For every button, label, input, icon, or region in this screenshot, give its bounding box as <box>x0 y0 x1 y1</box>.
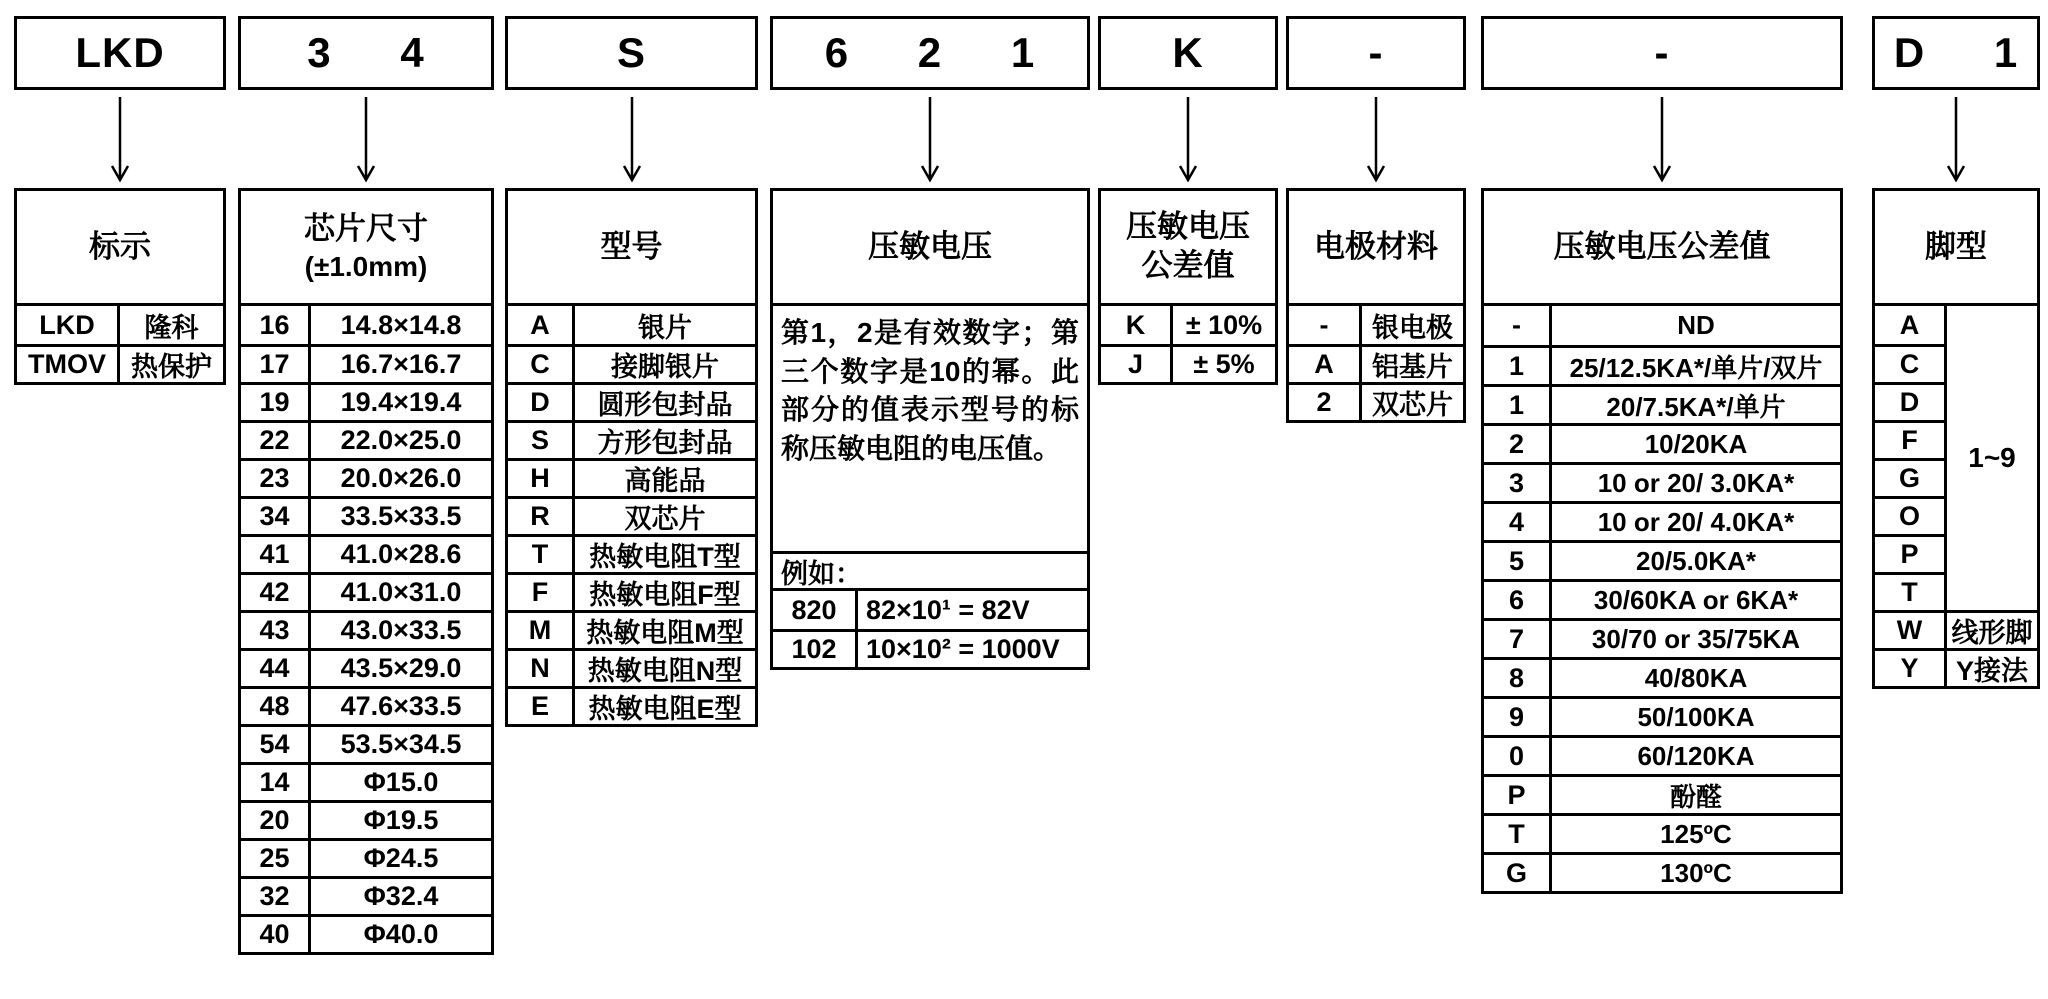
row-code-cell: D <box>1875 382 1944 420</box>
row-desc-cell: 53.5×34.5 <box>340 729 462 759</box>
lead-type-table <box>1872 188 2040 689</box>
table-row <box>241 648 491 686</box>
tolerance-title-line1: 压敏电压 <box>1126 209 1250 245</box>
table-row <box>241 534 491 572</box>
row-desc-cell: 22.0×25.0 <box>340 425 462 455</box>
row-desc-cell: 41.0×31.0 <box>340 577 462 607</box>
row-code-cell: 19 <box>241 385 311 420</box>
down-arrow-icon <box>238 90 494 188</box>
chip-size-tolerance: (±1.0mm) <box>304 250 428 282</box>
row-desc-cell: Φ40.0 <box>363 919 439 949</box>
table-row <box>241 914 491 952</box>
row-code-cell: 8 <box>1484 660 1552 696</box>
code-box-model: S <box>505 16 758 90</box>
electrode-table <box>1286 188 1466 423</box>
row-code-cell: 14 <box>241 765 311 800</box>
row-code-cell: - <box>1289 306 1362 344</box>
voltage-table-header: 压敏电压 <box>773 191 1087 306</box>
table-row <box>1484 657 1840 696</box>
row-desc-cell: 125ºC <box>1660 818 1732 849</box>
row-code-cell: H <box>508 461 575 496</box>
marking-table-body <box>17 306 223 382</box>
row-code-cell: S <box>508 423 575 458</box>
row-code-cell: C <box>508 347 575 382</box>
column-tolerance <box>1098 16 1278 385</box>
row-code-cell: 23 <box>241 461 311 496</box>
row-desc-cell: 20/7.5KA*/单片 <box>1606 391 1786 422</box>
row-desc-cell: 47.6×33.5 <box>340 691 462 721</box>
row-code-cell: A <box>1899 309 1920 340</box>
row-desc-cell: 60/120KA <box>1637 740 1755 771</box>
column-chip-size <box>238 16 494 955</box>
table-row <box>773 629 1087 667</box>
table-row <box>508 306 755 344</box>
row-desc-cell: Φ24.5 <box>363 843 439 873</box>
table-row <box>1289 306 1463 344</box>
row-desc-cell: 10/20KA <box>1644 428 1748 459</box>
row-desc-cell: 130ºC <box>1660 857 1732 888</box>
table-row <box>241 458 491 496</box>
row-code-cell: 0 <box>1484 738 1552 774</box>
table-row <box>1484 345 1840 384</box>
row-desc-cell: 82×10¹ = 82V <box>866 594 1030 625</box>
table-row <box>508 420 755 458</box>
row-code-cell: 2 <box>1289 385 1362 420</box>
row-desc-cell: 高能品 <box>624 466 706 496</box>
column-lead-type <box>1872 16 2040 689</box>
tolerance-table-header <box>1101 191 1275 306</box>
code-box-voltage: 6 2 1 <box>770 16 1090 90</box>
model-table-body <box>508 306 755 724</box>
row-code-cell: TMOV <box>17 347 120 382</box>
table-row <box>508 344 755 382</box>
down-arrow-icon <box>505 90 758 188</box>
table-row <box>241 344 491 382</box>
down-arrow-icon <box>1872 90 2040 188</box>
table-row <box>508 382 755 420</box>
row-code-cell: 48 <box>241 689 311 724</box>
chip-size-table-body <box>241 306 491 952</box>
table-row <box>508 610 755 648</box>
row-code-cell: - <box>1484 306 1552 345</box>
row-desc-cell: 接脚银片 <box>611 352 719 382</box>
row-desc-cell: 10×10² = 1000V <box>866 634 1060 664</box>
model-table <box>505 188 758 727</box>
voltage-example-label: 例如： <box>773 554 1087 591</box>
surge-rating-table-body <box>1484 306 1840 891</box>
down-arrow-icon <box>1286 90 1466 188</box>
voltage-examples-body <box>773 591 1087 667</box>
table-row <box>241 686 491 724</box>
row-code-cell: 54 <box>241 727 311 762</box>
row-desc-cell: 41.0×28.6 <box>340 539 462 569</box>
row-code-cell: 3 <box>1484 465 1552 501</box>
column-voltage <box>770 16 1090 670</box>
row-code-cell: 1 <box>1484 348 1552 384</box>
row-code-cell: 42 <box>241 575 311 610</box>
lead-type-table-header: 脚型 <box>1875 191 2037 306</box>
row-code-cell: 34 <box>241 499 311 534</box>
table-row <box>1484 462 1840 501</box>
row-code-cell: E <box>508 689 575 724</box>
table-row <box>1484 735 1840 774</box>
row-desc-cell: 30/60KA or 6KA* <box>1593 584 1799 615</box>
table-row <box>1484 774 1840 813</box>
down-arrow-icon <box>1098 90 1278 188</box>
code-box-tolerance: K <box>1098 16 1278 90</box>
table-row <box>1484 540 1840 579</box>
row-code-cell: T <box>1875 572 1944 610</box>
row-code-cell: O <box>1875 496 1944 534</box>
row-desc-cell: 10 or 20/ 4.0KA* <box>1597 506 1795 537</box>
row-code-cell: 16 <box>241 306 311 344</box>
row-desc-cell: 20/5.0KA* <box>1636 545 1756 576</box>
row-desc-cell: 10 or 20/ 3.0KA* <box>1597 467 1795 498</box>
table-row <box>1289 382 1463 420</box>
row-desc-cell: 隆科 <box>144 312 199 343</box>
row-desc-cell: Φ15.0 <box>363 767 439 797</box>
table-row <box>241 762 491 800</box>
row-desc-cell: 双芯片 <box>624 504 706 534</box>
row-code-cell: N <box>508 651 575 686</box>
table-row <box>241 306 491 344</box>
row-code-cell: 20 <box>241 803 311 838</box>
row-desc-cell: 热敏电阻T型 <box>589 542 741 572</box>
row-code-cell: C <box>1875 344 1944 382</box>
column-surge-rating <box>1481 16 1843 894</box>
code-box-marking: LKD <box>14 16 226 90</box>
row-code-cell: 22 <box>241 423 311 458</box>
voltage-table <box>770 188 1090 670</box>
lead-type-table-body <box>1875 306 2037 686</box>
row-code-cell: 40 <box>241 917 311 952</box>
row-desc-cell: ± 10% <box>1185 309 1263 340</box>
tolerance-table <box>1098 188 1278 385</box>
row-code-cell: P <box>1484 777 1552 813</box>
marking-table <box>14 188 226 385</box>
row-desc-cell: 19.4×19.4 <box>340 387 462 417</box>
table-row <box>241 610 491 648</box>
row-code-cell: 17 <box>241 347 311 382</box>
row-desc-cell: Φ32.4 <box>363 881 439 911</box>
tolerance-table-body <box>1101 306 1275 382</box>
table-row <box>241 876 491 914</box>
code-box-electrode: - <box>1286 16 1466 90</box>
row-desc-cell: ± 5% <box>1193 349 1255 379</box>
table-row <box>241 800 491 838</box>
row-code-cell: T <box>1484 816 1552 852</box>
electrode-table-header: 电极材料 <box>1289 191 1463 306</box>
row-desc-cell: 热敏电阻E型 <box>588 694 742 724</box>
table-row <box>1484 579 1840 618</box>
row-code-cell: J <box>1101 347 1173 382</box>
row-desc-cell: 50/100KA <box>1637 701 1755 732</box>
chip-size-table <box>238 188 494 955</box>
table-row <box>1484 423 1840 462</box>
row-code-cell: A <box>1289 347 1362 382</box>
row-desc-cell: 方形包封品 <box>597 428 733 458</box>
tolerance-title-line2: 公差值 <box>1141 248 1235 283</box>
electrode-table-body <box>1289 306 1463 420</box>
table-row <box>508 572 755 610</box>
lead-span-cell: 1~9 <box>1968 442 2016 473</box>
row-desc-cell: 铝基片 <box>1372 352 1453 382</box>
table-row <box>241 420 491 458</box>
row-desc-cell: 16.7×16.7 <box>340 349 462 379</box>
table-row <box>17 306 223 344</box>
row-desc-cell: 银片 <box>638 312 692 343</box>
column-model <box>505 16 758 727</box>
column-marking <box>14 16 226 385</box>
table-row <box>241 496 491 534</box>
row-code-cell: R <box>508 499 575 534</box>
row-desc-cell: 银电极 <box>1372 312 1453 343</box>
row-code-cell: 32 <box>241 879 311 914</box>
column-electrode <box>1286 16 1466 423</box>
row-code-cell: 25 <box>241 841 311 876</box>
down-arrow-icon <box>1481 90 1843 188</box>
row-code-cell: A <box>508 306 575 344</box>
table-row <box>1289 344 1463 382</box>
row-code-cell: 9 <box>1484 699 1552 735</box>
row-code-cell: P <box>1875 534 1944 572</box>
row-code-cell: 1 <box>1484 387 1552 423</box>
row-desc-cell: 14.8×14.8 <box>340 309 462 340</box>
table-row <box>1484 384 1840 423</box>
row-code-cell: M <box>508 613 575 648</box>
table-row <box>17 344 223 382</box>
row-code-cell: LKD <box>17 306 120 344</box>
row-desc-cell: 43.0×33.5 <box>340 615 462 645</box>
row-code-cell: W <box>1875 610 1944 648</box>
table-row <box>1484 618 1840 657</box>
chip-size-table-header <box>241 191 491 306</box>
row-desc-cell: 圆形包封品 <box>597 390 733 420</box>
down-arrow-icon <box>770 90 1090 188</box>
row-code-cell: T <box>508 537 575 572</box>
chip-size-title: 芯片尺寸 <box>304 211 428 247</box>
row-code-cell: 44 <box>241 651 311 686</box>
table-row <box>1484 852 1840 891</box>
down-arrow-icon <box>14 90 226 188</box>
row-desc-cell: 热敏电阻M型 <box>586 618 744 648</box>
table-row <box>1101 306 1275 344</box>
table-row <box>241 724 491 762</box>
row-desc-cell: 40/80KA <box>1644 662 1748 693</box>
row-code-cell: 4 <box>1484 504 1552 540</box>
table-row <box>241 572 491 610</box>
row-code-cell: D <box>508 385 575 420</box>
lead-w-desc-cell: 线形脚 <box>1947 610 2037 648</box>
code-box-lead: D 1 <box>1872 16 2040 90</box>
row-desc-cell: 30/70 or 35/75KA <box>1591 623 1801 654</box>
table-row <box>1484 813 1840 852</box>
table-row <box>773 591 1087 629</box>
row-desc-cell: Φ19.5 <box>363 805 439 835</box>
row-desc-cell: 热敏电阻F型 <box>589 580 741 610</box>
code-box-chip-size: 3 4 <box>238 16 494 90</box>
row-code-cell: 6 <box>1484 582 1552 618</box>
table-row <box>1484 306 1840 345</box>
lead-desc-column <box>1947 306 2037 686</box>
table-row <box>508 496 755 534</box>
table-row <box>508 686 755 724</box>
surge-rating-table <box>1481 188 1843 894</box>
row-code-cell: 5 <box>1484 543 1552 579</box>
row-desc-cell: 热保护 <box>131 352 212 382</box>
row-desc-cell: 33.5×33.5 <box>340 501 462 531</box>
row-code-cell: 820 <box>773 591 858 629</box>
table-row <box>1484 696 1840 735</box>
marking-table-header: 标示 <box>17 191 223 306</box>
lead-code-column <box>1875 306 1947 686</box>
row-code-cell: 7 <box>1484 621 1552 657</box>
table-row <box>508 648 755 686</box>
row-code-cell: G <box>1484 855 1552 891</box>
row-code-cell: K <box>1101 306 1173 344</box>
row-desc-cell: 双芯片 <box>1372 390 1453 420</box>
row-code-cell: F <box>508 575 575 610</box>
table-row <box>508 458 755 496</box>
row-desc-cell: 25/12.5KA*/单片/双片 <box>1569 352 1823 383</box>
table-row <box>241 838 491 876</box>
table-row <box>508 534 755 572</box>
row-code-cell: G <box>1875 458 1944 496</box>
row-desc-cell: 热敏电阻N型 <box>587 656 743 686</box>
table-row <box>241 382 491 420</box>
row-desc-cell: 酚醛 <box>1669 781 1722 812</box>
row-code-cell: F <box>1875 420 1944 458</box>
row-desc-cell: ND <box>1677 310 1715 340</box>
surge-rating-table-header: 压敏电压公差值 <box>1484 191 1840 306</box>
voltage-description: 第1，2是有效数字；第三个数字是10的幂。此部分的值表示型号的标称压敏电阻的电压值。 <box>773 306 1087 554</box>
row-code-cell: 2 <box>1484 426 1552 462</box>
row-code-cell: 43 <box>241 613 311 648</box>
row-desc-cell: 20.0×26.0 <box>340 463 462 493</box>
row-desc-cell: 43.5×29.0 <box>340 653 462 683</box>
lead-y-desc-cell: Y接法 <box>1947 648 2037 686</box>
table-row <box>1101 344 1275 382</box>
model-table-header: 型号 <box>508 191 755 306</box>
table-row <box>1484 501 1840 540</box>
row-code-cell: Y <box>1875 648 1944 686</box>
row-code-cell: 41 <box>241 537 311 572</box>
row-code-cell: 102 <box>773 632 858 667</box>
code-box-surge: - <box>1481 16 1843 90</box>
